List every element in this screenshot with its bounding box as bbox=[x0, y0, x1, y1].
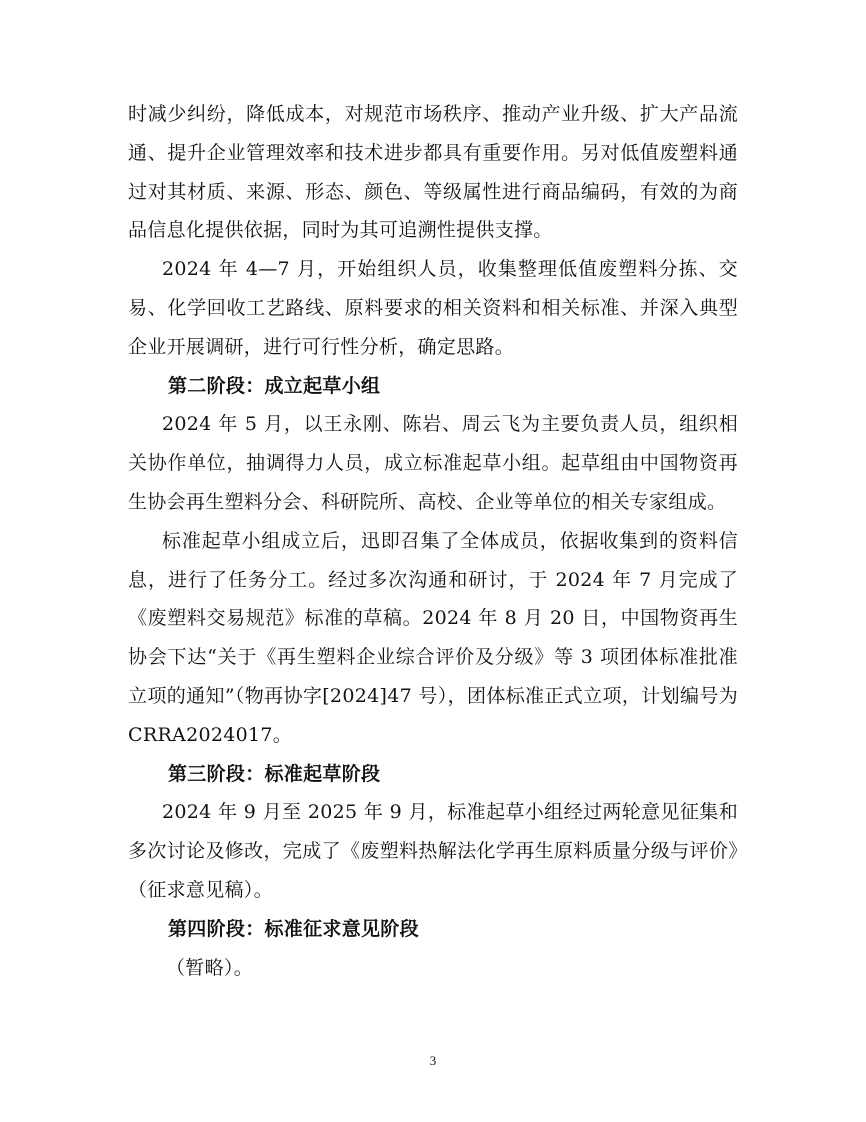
document-body bbox=[128, 95, 738, 987]
heading-stage-two: 第二阶段：成立起草小组 bbox=[168, 374, 381, 397]
paragraph-preparation-phase: 2024 年 4—7 月，开始组织人员，收集整理低值废塑料分拣、交易、化学回收工艺路线、原料要求的相关资料和相关标准、并深入典型企业开展调研，进行可行性分析，确定思路。 bbox=[128, 258, 738, 358]
paragraph-omitted: （暂略）。 bbox=[166, 956, 254, 979]
paragraph-drafting-stage: 2024 年 9 月至 2025 年 9 月，标准起草小组经过两轮意见征集和多次讨论及修改，完成了《废塑料热解法化学再生原料质量分级与评价》（征求意见稿）。 bbox=[128, 801, 738, 901]
heading-stage-four: 第四阶段：标准征求意见阶段 bbox=[168, 917, 419, 940]
heading-stage-three: 第三阶段：标准起草阶段 bbox=[168, 762, 381, 785]
paragraph-task-division: 标准起草小组成立后，迅即召集了全体成员，依据收集到的资料信息，进行了任务分工。经过多次沟通和研讨，于 2024 年 7 月完成了《废塑料交易规范》标准的草稿。2024 年 8 月 20 日，中国物资再生协会下达“关于《再生塑料企业综合评价及分级》等 3 项团体标准批准立项的通知”（物再协字[2024]47 号），团体标准正式立项，计划编号为CRRA2024017。 bbox=[128, 529, 738, 746]
page-number: 3 bbox=[429, 1053, 437, 1068]
paragraph-continuation: 时减少纠纷，降低成本，对规范市场秩序、推动产业升级、扩大产品流通、提升企业管理效率和技术进步都具有重要作用。另对低值废塑料通过对其材质、来源、形态、颜色、等级属性进行商品编码，有效的为商品信息化提供依据，同时为其可追溯性提供支撑。 bbox=[128, 103, 738, 242]
paragraph-drafting-group: 2024 年 5 月，以王永刚、陈岩、周云飞为主要负责人员，组织相关协作单位，抽调得力人员，成立标准起草小组。起草组由中国物资再生协会再生塑料分会、科研院所、高校、企业等单位的相关专家组成。 bbox=[128, 413, 738, 513]
